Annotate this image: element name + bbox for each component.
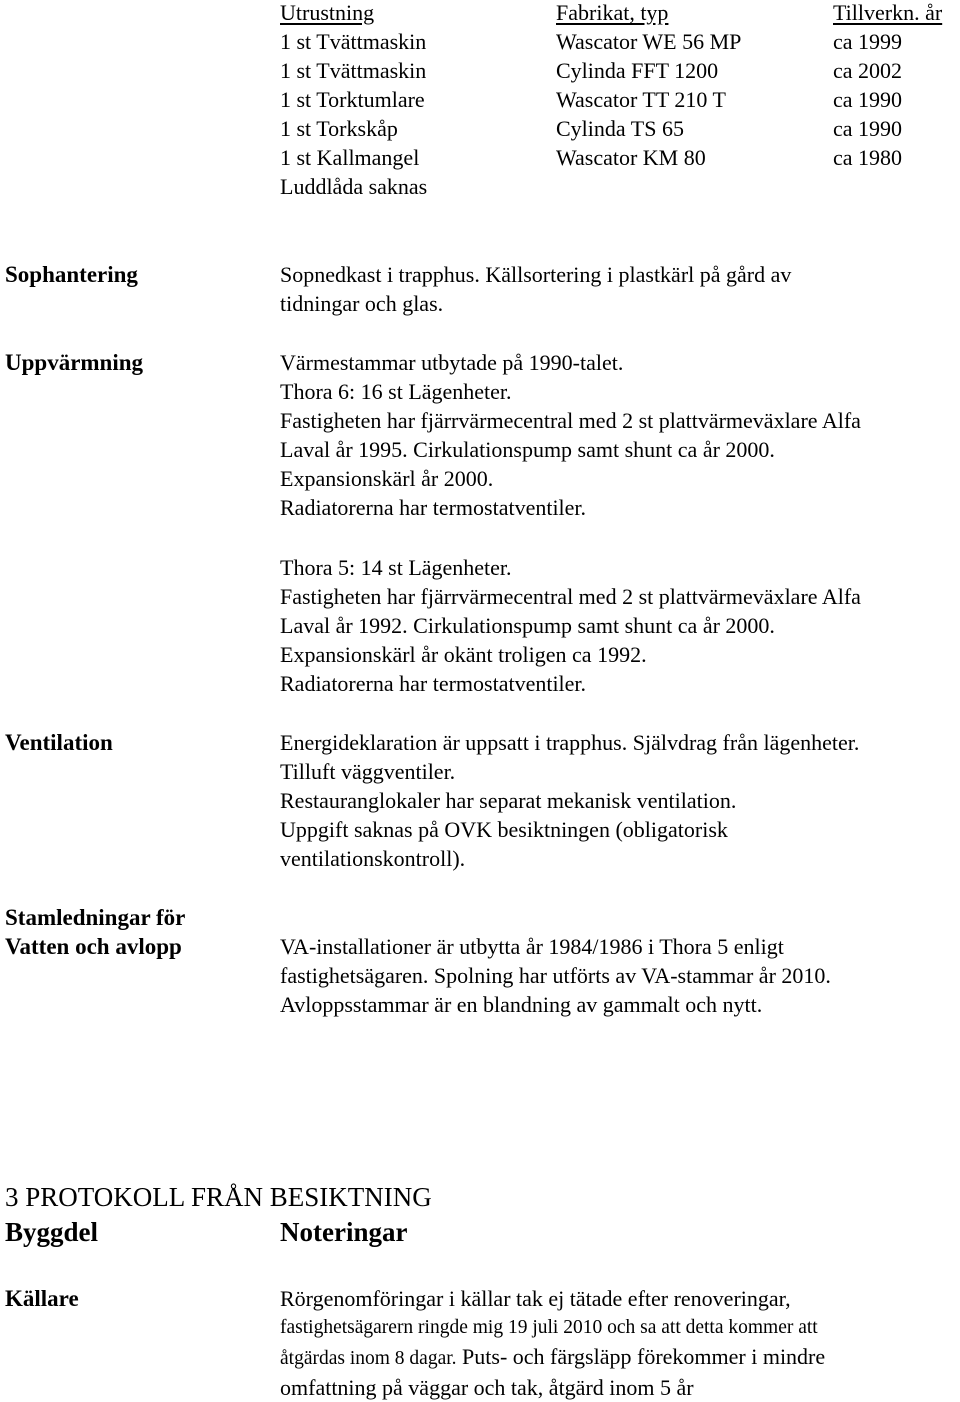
equipment-row-make: Cylinda TS 65 [556,116,684,141]
equipment-row-year: ca 1980 [833,145,903,170]
label-kallare: Källare [5,1286,79,1311]
equipment-row-make: Wascator KM 80 [556,145,706,170]
text-line: Tilluft väggventiler. [280,759,456,784]
equipment-row-year: ca 1990 [833,116,903,141]
text-line: Laval år 1992. Cirkulationspump samt shunt ca år 2000. [280,613,775,638]
text-line: Värmestammar utbytade på 1990-talet. [280,350,624,375]
text-line: Uppgift saknas på OVK besiktningen (obligatorisk [280,817,728,842]
equipment-note: Luddlåda saknas [280,174,428,199]
text-line: Radiatorerna har termostatventiler. [280,495,587,520]
col-header-noteringar: Noteringar [280,1217,408,1247]
label-stamledningar: Stamledningar för [5,905,186,930]
col-header-byggdel: Byggdel [5,1217,99,1247]
text-line: tidningar och glas. [280,291,444,316]
text-line: VA-installationer är utbytta år 1984/1986 i Thora 5 enligt [280,934,784,959]
text-line: ventilationskontroll). [280,846,466,871]
text-line: fastighetsägarern ringde mig 19 juli 2010 och sa att detta kommer att [280,1317,818,1338]
equipment-row-item: 1 st Tvättmaskin [280,29,427,54]
label-vatten-och-avlopp: Vatten och avlopp [5,934,182,959]
stamledningar-text [280,932,960,1019]
label-ventilation: Ventilation [5,730,113,755]
equipment-row-item: 1 st Kallmangel [280,145,420,170]
text-line: Rörgenomföringar i källar tak ej tätade efter renoveringar, [280,1286,791,1311]
equipment-row-item: 1 st Tvättmaskin [280,58,427,83]
equipment-row-make: Wascator WE 56 MP [556,29,742,54]
equipment-row-year: ca 1990 [833,87,903,112]
col-header-utrustning: Utrustning [280,0,375,25]
equipment-row-year: ca 2002 [833,58,903,83]
text-line: omfattning på väggar och tak, åtgärd inom 5 år [280,1375,694,1400]
text-fragment: åtgärdas inom 8 dagar. [280,1348,457,1369]
text-line: Fastigheten har fjärrvärmecentral med 2 st plattvärmeväxlare Alfa [280,408,861,433]
text-line: Sopnedkast i trapphus. Källsortering i plastkärl på gård av [280,262,792,287]
text-line: Avloppsstammar är en blandning av gammalt och nytt. [280,992,763,1017]
text-fragment: Puts- och färgsläpp förekommer i mindre [456,1344,826,1369]
label-sophantering: Sophantering [5,262,138,287]
equipment-row-make: Cylinda FFT 1200 [556,58,719,83]
text-line: Restauranglokaler har separat mekanisk ventilation. [280,788,737,813]
col-header-tillverkningsar: Tillverkn. år [833,0,943,25]
text-line: fastighetsägaren. Spolning har utförts av VA-stammar år 2010. [280,963,831,988]
col-header-fabrikat: Fabrikat, typ [556,0,669,25]
sophantering-text [280,260,960,318]
text-line: Radiatorerna har termostatventiler. [280,671,587,696]
text-line: Thora 6: 16 st Lägenheter. [280,379,512,404]
text-line: Thora 5: 14 st Lägenheter. [280,555,512,580]
text-line: Energideklaration är uppsatt i trapphus. Självdrag från lägenheter. [280,730,860,755]
text-line: Expansionskärl år 2000. [280,466,494,491]
equipment-row-make: Wascator TT 210 T [556,87,726,112]
kallare-text [280,1284,960,1402]
ventilation-text [280,728,960,873]
uppvarmning-text-thora5 [280,553,960,698]
equipment-row-item: 1 st Torkskåp [280,116,398,141]
label-uppvarmning: Uppvärmning [5,350,144,375]
protocol-heading: 3 PROTOKOLL FRÅN BESIKTNING [5,1182,432,1212]
text-line: Laval år 1995. Cirkulationspump samt shunt ca år 2000. [280,437,775,462]
text-line-mixed [280,1342,960,1373]
equipment-row-year: ca 1999 [833,29,903,54]
equipment-row-item: 1 st Torktumlare [280,87,425,112]
uppvarmning-text-thora6 [280,348,960,522]
text-line: Expansionskärl år okänt troligen ca 1992. [280,642,647,667]
text-line: Fastigheten har fjärrvärmecentral med 2 st plattvärmeväxlare Alfa [280,584,861,609]
